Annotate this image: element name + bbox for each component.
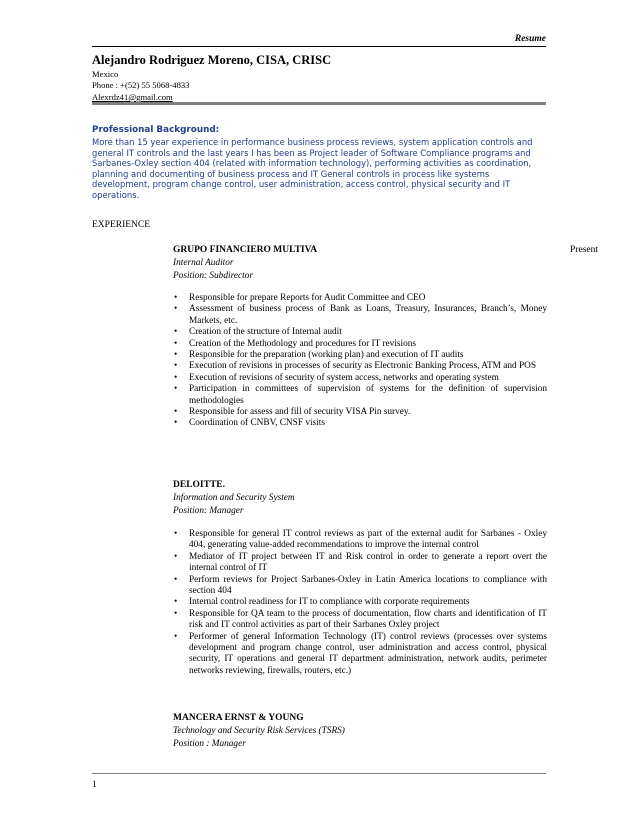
duty-text: Coordination of CNBV, CNSF visits — [189, 418, 325, 429]
duty-item — [173, 350, 547, 361]
footer-rule — [92, 773, 546, 774]
person-email-link[interactable]: Alexrdz41@gmail.com — [92, 92, 173, 102]
header-label: Resume — [514, 34, 546, 44]
person-city: Mexico — [92, 69, 119, 79]
job-position: Position: Subdirector — [173, 271, 253, 281]
job-company: GRUPO FINANCIERO MULTIVA — [173, 245, 318, 255]
bullet-icon: • — [174, 304, 178, 315]
duty-text: Execution of revisions of security of system access, networks and operating system — [189, 372, 499, 383]
person-name: Alejandro Rodriguez Moreno, CISA, CRISC — [92, 53, 332, 67]
duty-text: Creation of the Methodology and procedures for IT revisions — [189, 338, 417, 349]
background-text: More than 15 year experience in performance business process reviews, system application controls and general IT controls and the last years I has been as Project leader of Software Compliance programs and Sarbanes-Oxley section 404 (related with information technology), performing activities as coordination, planning and documenting of business process and IT General controls in process like systems development, program change control, user administration, access control, physical security and IT operations. — [92, 137, 533, 200]
job-date: Present — [570, 245, 598, 255]
duty-item — [173, 304, 547, 327]
duty-item — [173, 327, 547, 338]
duty-text: Participation in committees of supervision of systems for the definition of supervision methodologies — [189, 384, 547, 406]
duty-item — [173, 361, 547, 372]
header-divider — [92, 102, 546, 105]
duty-item — [173, 384, 547, 407]
job-entry-mancera — [173, 713, 547, 751]
background-title: Professional Background: — [92, 125, 220, 135]
duty-text: Responsible for prepare Reports for Audit Committee and CEO — [189, 293, 426, 303]
job-company: MANCERA ERNST & YOUNG — [173, 713, 304, 723]
bullet-icon: • — [174, 361, 178, 372]
bullet-icon: • — [174, 597, 178, 608]
duty-item — [173, 632, 547, 678]
bullet-icon: • — [174, 338, 178, 349]
bullet-icon: • — [174, 574, 178, 585]
duty-item — [173, 597, 547, 608]
bullet-icon: • — [174, 418, 178, 429]
duty-item — [173, 575, 547, 598]
job-department: Technology and Security Risk Services (TSRS) — [173, 726, 345, 736]
job-duties-list — [173, 529, 547, 677]
duty-item — [173, 373, 547, 384]
bullet-icon: • — [174, 529, 178, 539]
duty-text: Responsible for assess and fill of security VISA Pin survey. — [189, 407, 411, 418]
bullet-icon: • — [174, 407, 178, 418]
bullet-icon: • — [174, 350, 178, 361]
duty-text: Responsible for the preparation (working plan) and execution of IT audits — [189, 350, 464, 361]
bullet-icon: • — [174, 327, 178, 338]
job-company: DELOITTE. — [173, 480, 226, 490]
duty-item — [173, 293, 547, 304]
person-phone: Phone : +(52) 55 5068-4833 — [92, 80, 190, 90]
duty-text: Execution of revisions in processes of security as Electronic Banking Process, ATM and POS — [189, 361, 537, 372]
bullet-icon: • — [174, 551, 178, 562]
duty-text: Perform reviews for Project Sarbanes-Oxley in Latin America locations to compliance with section 404 — [189, 574, 547, 597]
duty-text: Responsible for QA team to the process of documentation, flow charts and identification of IT risk and IT control activities as part of their Sarbanes Oxley project — [189, 608, 547, 631]
header-rule — [92, 46, 546, 47]
duty-item — [173, 552, 547, 575]
duty-text: Performer of general Information Technology (IT) control reviews (processes over systems development and program change control, user administration and access control, physical security, IT operations and general IT department administration, network audits, perimeter networks reviewing, firewalls, routers, etc.) — [189, 631, 547, 676]
job-entry-deloitte — [173, 480, 547, 677]
job-entry-multiva — [173, 245, 547, 430]
duty-text: Internal control readiness for IT to compliance with corporate requirements — [189, 597, 470, 608]
bullet-icon: • — [174, 631, 178, 642]
bullet-icon: • — [174, 608, 178, 619]
duty-text: Assessment of business process of Bank as Loans, Treasury, Insurances, Branch’s, Money Markets, etc. — [189, 304, 547, 326]
bullet-icon: • — [174, 293, 178, 303]
duty-text: Mediator of IT project between IT and Risk control in order to generate a report overt the internal control of IT — [189, 551, 547, 574]
duty-item — [173, 418, 547, 429]
duty-text: Responsible for general IT control reviews as part of the external audit for Sarbanes - Oxley 404, generating value-added recommendations to improve the internal control — [189, 529, 547, 551]
duty-item — [173, 609, 547, 632]
experience-heading: EXPERIENCE — [92, 220, 151, 230]
duty-text: Creation of the structure of Internal audit — [189, 327, 342, 338]
job-department: Internal Auditor — [173, 258, 234, 268]
job-duties-list — [173, 293, 547, 430]
duty-item — [173, 339, 547, 350]
bullet-icon: • — [174, 372, 178, 383]
duty-item — [173, 407, 547, 418]
job-position: Position : Manager — [173, 739, 246, 749]
page-number: 1 — [92, 780, 97, 790]
bullet-icon: • — [174, 384, 178, 395]
job-position: Position: Manager — [173, 506, 244, 516]
job-department: Information and Security System — [173, 493, 295, 503]
duty-item — [173, 529, 547, 552]
